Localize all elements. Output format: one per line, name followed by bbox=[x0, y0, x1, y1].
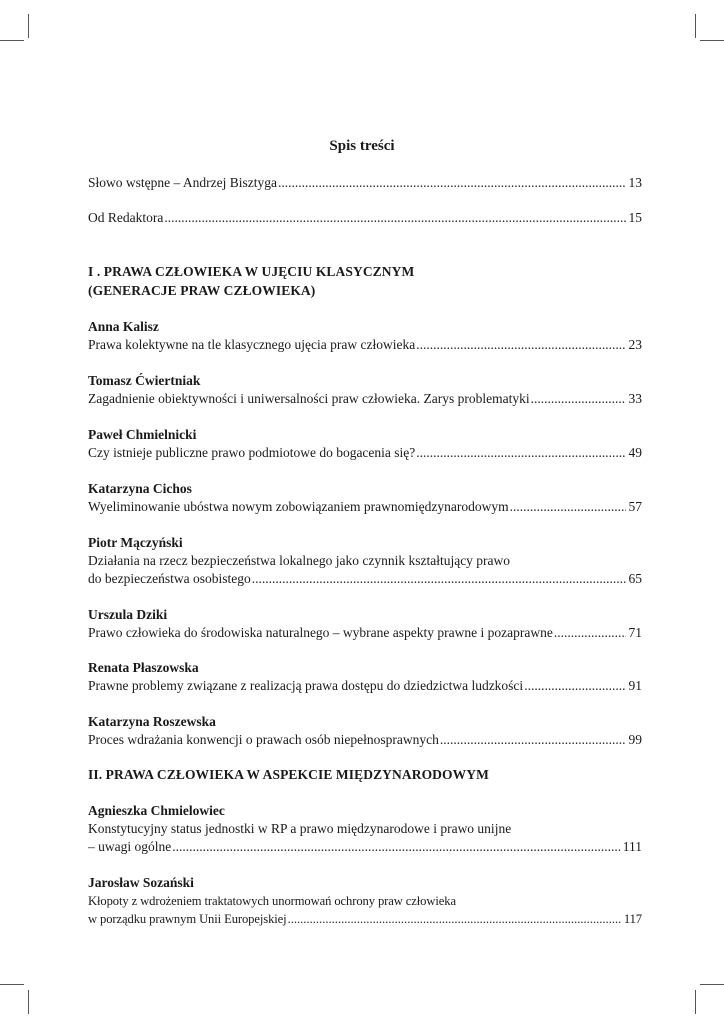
toc-entry-page: 57 bbox=[628, 499, 642, 514]
toc-entry[interactable] bbox=[88, 838, 642, 856]
dot-leader bbox=[524, 677, 625, 695]
dot-leader bbox=[252, 570, 626, 588]
toc-entry[interactable] bbox=[88, 570, 642, 588]
article-author: Anna Kalisz bbox=[88, 319, 159, 334]
dot-leader bbox=[554, 624, 626, 642]
toc-entry-title: Prawa kolektywne na tle klasycznego ujęcia praw człowieka bbox=[88, 337, 416, 352]
article-author: Paweł Chmielnicki bbox=[88, 427, 197, 442]
section-heading: (GENERACJE PRAW CZŁOWIEKA) bbox=[88, 283, 316, 298]
crop-mark bbox=[0, 984, 24, 985]
dot-leader bbox=[164, 209, 625, 227]
toc-entry-page: 15 bbox=[628, 210, 642, 225]
article-author: Jarosław Sozański bbox=[88, 875, 194, 890]
toc-entry-page: 117 bbox=[623, 912, 642, 926]
toc-entry[interactable] bbox=[88, 174, 642, 192]
dot-leader bbox=[416, 336, 625, 354]
toc-entry-title: Słowo wstępne – Andrzej Bisztyga bbox=[88, 175, 277, 190]
toc-entry-title: Prawne problemy związane z realizacją prawa dostępu do dziedzictwa ludzkości bbox=[88, 678, 524, 693]
article-author: Renata Płaszowska bbox=[88, 660, 199, 675]
dot-leader bbox=[172, 838, 620, 856]
toc-entry-title: Zagadnienie obiektywności i uniwersalności praw człowieka. Zarys problematyki bbox=[88, 391, 530, 406]
article-author: Katarzyna Cichos bbox=[88, 481, 192, 496]
toc-entry-title: Proces wdrażania konwencji o prawach osób niepełnosprawnych bbox=[88, 732, 439, 747]
toc-entry-title: w porządku prawnym Unii Europejskiej bbox=[88, 912, 287, 926]
toc-entry-page: 91 bbox=[628, 678, 642, 693]
toc-entry[interactable] bbox=[88, 498, 642, 516]
toc-entry-title: Czy istnieje publiczne prawo podmiotowe do bogacenia się? bbox=[88, 445, 416, 460]
toc-entry-title: Prawo człowieka do środowiska naturalnego – wybrane aspekty prawne i pozaprawne bbox=[88, 625, 553, 640]
crop-mark bbox=[28, 990, 29, 1014]
toc-entry[interactable] bbox=[88, 444, 642, 462]
toc-entry-page: 33 bbox=[628, 391, 642, 406]
toc-entry-title: do bezpieczeństwa osobistego bbox=[88, 571, 251, 586]
section-heading: I . PRAWA CZŁOWIEKA W UJĘCIU KLASYCZNYM bbox=[88, 264, 415, 279]
toc-entry[interactable] bbox=[88, 209, 642, 227]
page-title: Spis treści bbox=[329, 138, 395, 154]
toc-entry[interactable] bbox=[88, 624, 642, 642]
toc-entry[interactable] bbox=[88, 336, 642, 354]
crop-mark bbox=[695, 990, 696, 1014]
article-author: Tomasz Ćwiertniak bbox=[88, 373, 201, 388]
toc-entry-title-line: Konstytucyjny status jednostki w RP a prawo międzynarodowe i prawo unijne bbox=[88, 821, 512, 836]
article-author: Urszula Dziki bbox=[88, 607, 168, 622]
dot-leader bbox=[416, 444, 625, 462]
article-author: Agnieszka Chmielowiec bbox=[88, 803, 225, 818]
crop-mark bbox=[0, 40, 24, 41]
dot-leader bbox=[440, 731, 626, 749]
dot-leader bbox=[531, 390, 626, 408]
toc-entry-title-line: Kłopoty z wdrożeniem traktatowych unormowań ochrony praw człowieka bbox=[88, 894, 456, 908]
toc-entry[interactable] bbox=[88, 910, 642, 928]
dot-leader bbox=[510, 498, 626, 516]
section-heading: II. PRAWA CZŁOWIEKA W ASPEKCIE MIĘDZYNARODOWYM bbox=[88, 767, 489, 782]
toc-entry-title: – uwagi ogólne bbox=[88, 839, 172, 854]
crop-mark bbox=[28, 14, 29, 38]
dot-leader bbox=[288, 910, 621, 928]
toc-entry-page: 111 bbox=[622, 839, 642, 854]
toc-entry-title-line: Działania na rzecz bezpieczeństwa lokalnego jako czynnik kształtujący prawo bbox=[88, 553, 511, 568]
toc-entry-page: 99 bbox=[628, 732, 642, 747]
toc-entry[interactable] bbox=[88, 677, 642, 695]
toc-entry-title: Od Redaktora bbox=[88, 210, 164, 225]
toc-entry-page: 13 bbox=[628, 175, 642, 190]
toc-entry-page: 71 bbox=[628, 625, 642, 640]
toc-entry-title: Wyeliminowanie ubóstwa nowym zobowiązaniem prawnomiędzynarodowym bbox=[88, 499, 509, 514]
article-author: Katarzyna Roszewska bbox=[88, 714, 216, 729]
dot-leader bbox=[278, 174, 626, 192]
crop-mark bbox=[700, 984, 724, 985]
toc-entry-page: 65 bbox=[628, 571, 642, 586]
toc-entry-page: 49 bbox=[628, 445, 642, 460]
crop-mark bbox=[700, 40, 724, 41]
toc-entry-page: 23 bbox=[628, 337, 642, 352]
article-author: Piotr Mączyński bbox=[88, 535, 183, 550]
toc-entry[interactable] bbox=[88, 390, 642, 408]
crop-mark bbox=[695, 14, 696, 38]
toc-entry[interactable] bbox=[88, 731, 642, 749]
